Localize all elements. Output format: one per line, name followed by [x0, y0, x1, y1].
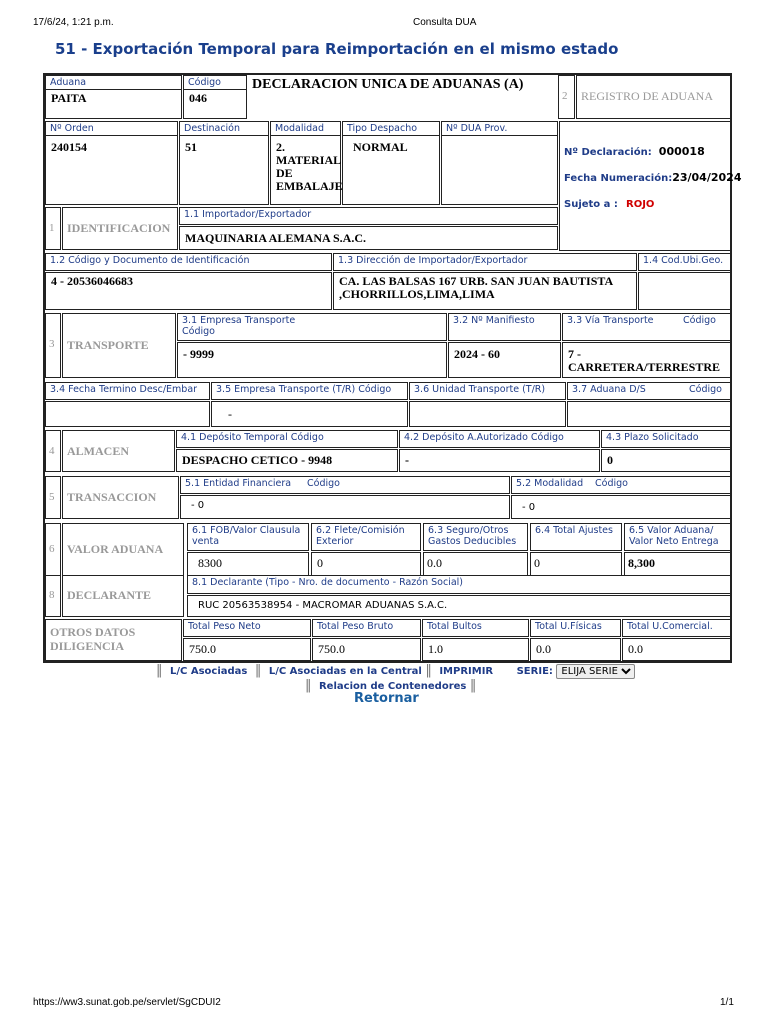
valor-aduana-value-cell [624, 552, 731, 576]
empresa-tr-value: - [228, 407, 232, 421]
valor-num-cell [45, 523, 61, 576]
print-doc-title: Consulta DUA [413, 17, 477, 28]
codigo-label: Código [184, 76, 246, 90]
declaracion-panel [559, 121, 742, 251]
fecha-termino-label: 3.4 Fecha Termino Desc/Embar [50, 384, 198, 395]
bultos-value-cell [422, 638, 529, 661]
actions-bar [156, 663, 635, 679]
ubigeo-label: 1.4 Cod.Ubi.Geo. [643, 255, 724, 266]
manifiesto-label-cell [448, 313, 561, 341]
orden-label: Nº Orden [46, 122, 177, 136]
almacen-title-cell [62, 430, 175, 472]
tipo-despacho-cell [342, 121, 440, 205]
seguro-value: 0.0 [427, 556, 442, 570]
transaccion-title-cell [62, 476, 179, 519]
declaracion-num-label: Nº Declaración: [564, 147, 652, 158]
identificacion-num-cell [45, 207, 61, 250]
bultos-label: Total Bultos [427, 621, 482, 632]
transporte-title-cell [62, 313, 176, 378]
lc-central-link[interactable]: L/C Asociadas en la Central [268, 666, 422, 677]
identificacion-num: 1 [49, 222, 55, 234]
transporte-title: TRANSPORTE [67, 338, 149, 352]
u-comercial-label-cell [622, 619, 731, 637]
dua-prov-label: Nº DUA Prov. [442, 122, 557, 136]
empresa-tr-label: 3.5 Empresa Transporte (T/R) Código [216, 384, 392, 395]
form-title: DECLARACION UNICA DE ADUANAS (A) [252, 77, 524, 92]
declarante-label: 8.1 Declarante (Tipo - Nro. de documento - Razón Social) [192, 577, 463, 588]
peso-bruto-value: 750.0 [318, 642, 345, 656]
ubigeo-value [639, 273, 730, 277]
aduana-ds-value [568, 402, 730, 406]
declarante-label-cell [187, 575, 731, 594]
direccion-label-cell [333, 253, 637, 271]
plazo-label-cell [601, 430, 731, 448]
dua-prov-value [442, 136, 557, 140]
deposito-label: 4.1 Depósito Temporal Código [181, 432, 324, 443]
sujeto-label: Sujeto a : [564, 199, 618, 210]
almacen-title: ALMACEN [67, 444, 129, 458]
transporte-num-cell [45, 313, 61, 378]
fob-value: 8300 [198, 556, 222, 570]
peso-neto-value-cell [183, 638, 311, 661]
peso-bruto-label: Total Peso Bruto [317, 621, 394, 632]
aduana-cell [45, 75, 182, 119]
empresa-tr-label-cell [211, 382, 408, 400]
fob-label: 6.1 FOB/Valor Clausula venta [192, 525, 301, 547]
valor-aduana-label: 6.5 Valor Aduana/ Valor Neto Entrega [629, 525, 719, 547]
codigo-doc-value: 4 - 20536046683 [51, 274, 133, 288]
unidad-label-cell [409, 382, 566, 400]
ajustes-value-cell [530, 552, 622, 576]
fecha-termino-value [46, 402, 209, 406]
flete-value: 0 [317, 556, 323, 570]
print-datetime: 17/6/24, 1:21 p.m. [33, 17, 114, 28]
ajustes-label-cell [530, 523, 622, 551]
otros-title: OTROS DATOS DILIGENCIA [50, 625, 136, 653]
fecha-numeracion-value: 23/04/2024 [672, 171, 742, 184]
via-label: 3.3 Vía Transporte [567, 315, 654, 326]
separator: ‖ [425, 663, 432, 678]
aduana-ds-label-cell [567, 382, 731, 400]
lc-asociadas-link[interactable]: L/C Asociadas [169, 666, 248, 677]
ubigeo-value-cell [638, 272, 731, 310]
orden-cell [45, 121, 178, 205]
serie-label: SERIE: [516, 666, 553, 677]
autorizado-label-cell [399, 430, 600, 448]
tipo-despacho-label: Tipo Despacho [343, 122, 439, 136]
dua-prov-cell [441, 121, 558, 205]
destinacion-label: Destinación [180, 122, 268, 136]
valor-title: VALOR ADUANA [67, 542, 164, 556]
aduana-ds-codigo-label: Código [689, 384, 722, 395]
codigo-doc-value-cell [45, 272, 332, 310]
aduana-ds-label: 3.7 Aduana D/S [572, 384, 646, 395]
seguro-label: 6.3 Seguro/Otros Gastos Deducibles [428, 525, 517, 547]
page-title: 51 - Exportación Temporal para Reimportación en el mismo estado [55, 40, 619, 58]
contenedores-link[interactable]: Relacion de Contenedores [318, 681, 467, 692]
flete-label: 6.2 Flete/Comisión Exterior [316, 525, 405, 547]
imprimir-link[interactable]: IMPRIMIR [439, 666, 494, 677]
codigo-cell [183, 75, 247, 119]
importador-value: MAQUINARIA ALEMANA S.A.C. [185, 231, 367, 245]
modalidad-label: Modalidad [271, 122, 340, 136]
u-fisicas-value: 0.0 [536, 642, 551, 656]
empresa-transporte-label-cell [177, 313, 447, 341]
codigo-doc-label-cell [45, 253, 332, 271]
fob-label-cell [187, 523, 309, 551]
fecha-numeracion-label: Fecha Numeración: [564, 173, 673, 184]
valor-aduana-value: 8,300 [628, 556, 655, 570]
plazo-value-cell [601, 449, 731, 472]
ajustes-label: 6.4 Total Ajustes [535, 525, 613, 536]
deposito-label-cell [176, 430, 398, 448]
tipo-despacho-value: NORMAL [353, 140, 408, 154]
transaccion-num: 5 [49, 491, 55, 503]
form-title-cell [248, 75, 558, 119]
modalidad-tr-value-cell [511, 495, 731, 519]
manifiesto-value: 2024 - 60 [454, 347, 500, 361]
entidad-value: - 0 [191, 500, 205, 511]
otros-title-cell [45, 619, 182, 661]
print-page-number: 1/1 [720, 997, 734, 1008]
retornar-link[interactable]: Retornar [354, 691, 419, 706]
u-fisicas-value-cell [530, 638, 621, 661]
seguro-value-cell [423, 552, 528, 576]
destinacion-cell [179, 121, 269, 205]
via-value-cell [562, 342, 731, 378]
registro-cell [576, 75, 731, 119]
autorizado-value-cell [399, 449, 600, 472]
aduana-label: Aduana [46, 76, 181, 90]
registro-num-cell [558, 75, 575, 119]
importador-value-cell [179, 226, 558, 250]
plazo-label: 4.3 Plazo Solicitado [606, 432, 699, 443]
importador-label-cell [179, 207, 558, 225]
valor-aduana-label-cell [624, 523, 731, 551]
transaccion-title: TRANSACCION [67, 490, 157, 504]
codigo-value: 046 [189, 91, 207, 105]
entidad-label-cell [180, 476, 510, 494]
empresa-transporte-value: - 9999 [183, 347, 214, 361]
valor-num: 6 [49, 543, 55, 555]
valor-title-cell [62, 523, 184, 576]
peso-neto-value: 750.0 [189, 642, 216, 656]
unidad-label: 3.6 Unidad Transporte (T/R) [414, 384, 546, 395]
aduana-value: PAITA [51, 91, 87, 105]
separator: ‖ [469, 678, 477, 693]
manifiesto-value-cell [448, 342, 561, 378]
declarante-title: DECLARANTE [67, 588, 152, 602]
empresa-transporte-label: 3.1 Empresa Transporte Código [182, 315, 296, 337]
bultos-label-cell [422, 619, 529, 637]
u-fisicas-label: Total U.Físicas [535, 621, 602, 632]
seguro-label-cell [423, 523, 528, 551]
separator: ‖ [254, 663, 262, 678]
registro-label: REGISTRO DE ADUANA [581, 89, 713, 103]
empresa-tr-value-cell [211, 401, 408, 427]
almacen-num-cell [45, 430, 61, 472]
fecha-termino-value-cell [45, 401, 210, 427]
print-url: https://ww3.sunat.gob.pe/servlet/SgCDUI2 [33, 997, 221, 1008]
via-label-cell [562, 313, 731, 341]
deposito-value: DESPACHO CETICO - 9948 [182, 453, 333, 467]
unidad-value-cell [409, 401, 566, 427]
fob-value-cell [187, 552, 309, 576]
registro-num: 2 [562, 90, 568, 102]
almacen-num: 4 [49, 445, 55, 457]
declarante-value-cell [187, 595, 731, 617]
plazo-value: 0 [607, 453, 613, 467]
transaccion-num-cell [45, 476, 61, 519]
flete-value-cell [311, 552, 421, 576]
transporte-num: 3 [49, 338, 55, 350]
importador-label: 1.1 Importador/Exportador [184, 209, 312, 220]
modalidad-cell [270, 121, 341, 205]
sujeto-value: ROJO [626, 199, 655, 210]
u-comercial-value-cell [622, 638, 731, 661]
declarante-num-cell [45, 575, 61, 617]
peso-neto-label-cell [183, 619, 311, 637]
ubigeo-label-cell [638, 253, 731, 271]
destinacion-value: 51 [185, 140, 197, 154]
peso-bruto-label-cell [312, 619, 421, 637]
declaracion-num-value: 000018 [658, 145, 705, 158]
identificacion-title: IDENTIFICACION [67, 221, 171, 235]
modalidad-tr-label-cell [511, 476, 731, 494]
identificacion-title-cell [62, 207, 178, 250]
serie-select[interactable] [556, 664, 635, 679]
autorizado-label: 4.2 Depósito A.Autorizado Código [404, 432, 564, 443]
ajustes-value: 0 [534, 556, 540, 570]
u-fisicas-label-cell [530, 619, 621, 637]
aduana-ds-value-cell [567, 401, 731, 427]
separator: ‖ [156, 663, 163, 678]
peso-neto-label: Total Peso Neto [188, 621, 261, 632]
flete-label-cell [311, 523, 421, 551]
modalidad-tr-value: - 0 [522, 502, 536, 513]
orden-value: 240154 [51, 140, 87, 154]
entidad-codigo-label: Código [307, 478, 340, 489]
via-codigo-label: Código [683, 315, 716, 326]
entidad-label: 5.1 Entidad Financiera [185, 478, 292, 489]
bultos-value: 1.0 [428, 642, 443, 656]
u-comercial-value: 0.0 [628, 642, 643, 656]
direccion-value: CA. LAS BALSAS 167 URB. SAN JUAN BAUTISTA ,CHORRILLOS,LIMA,LIMA [339, 274, 613, 301]
via-value: 7 - CARRETERA/TERRESTRE [568, 347, 721, 374]
declarante-value: RUC 20563538954 - MACROMAR ADUANAS S.A.C. [198, 600, 448, 611]
entidad-value-cell [180, 495, 510, 519]
codigo-doc-label: 1.2 Código y Documento de Identificación [50, 255, 250, 266]
declarante-num: 8 [49, 589, 55, 601]
autorizado-value: - [405, 453, 409, 467]
unidad-value [410, 402, 565, 406]
separator: ‖ [305, 678, 312, 693]
modalidad-tr-label: 5.2 Modalidad [516, 478, 584, 489]
direccion-label: 1.3 Dirección de Importador/Exportador [338, 255, 528, 266]
declarante-title-cell [62, 575, 184, 617]
modalidad-value: 2. MATERIAL DE EMBALAJE [276, 140, 343, 193]
direccion-value-cell [333, 272, 637, 310]
modalidad-tr-codigo-label: Código [595, 478, 628, 489]
peso-bruto-value-cell [312, 638, 421, 661]
fecha-termino-label-cell [45, 382, 210, 400]
manifiesto-label: 3.2 Nº Manifiesto [453, 315, 535, 326]
empresa-transporte-value-cell [177, 342, 447, 378]
deposito-value-cell [176, 449, 398, 472]
u-comercial-label: Total U.Comercial. [627, 621, 713, 632]
